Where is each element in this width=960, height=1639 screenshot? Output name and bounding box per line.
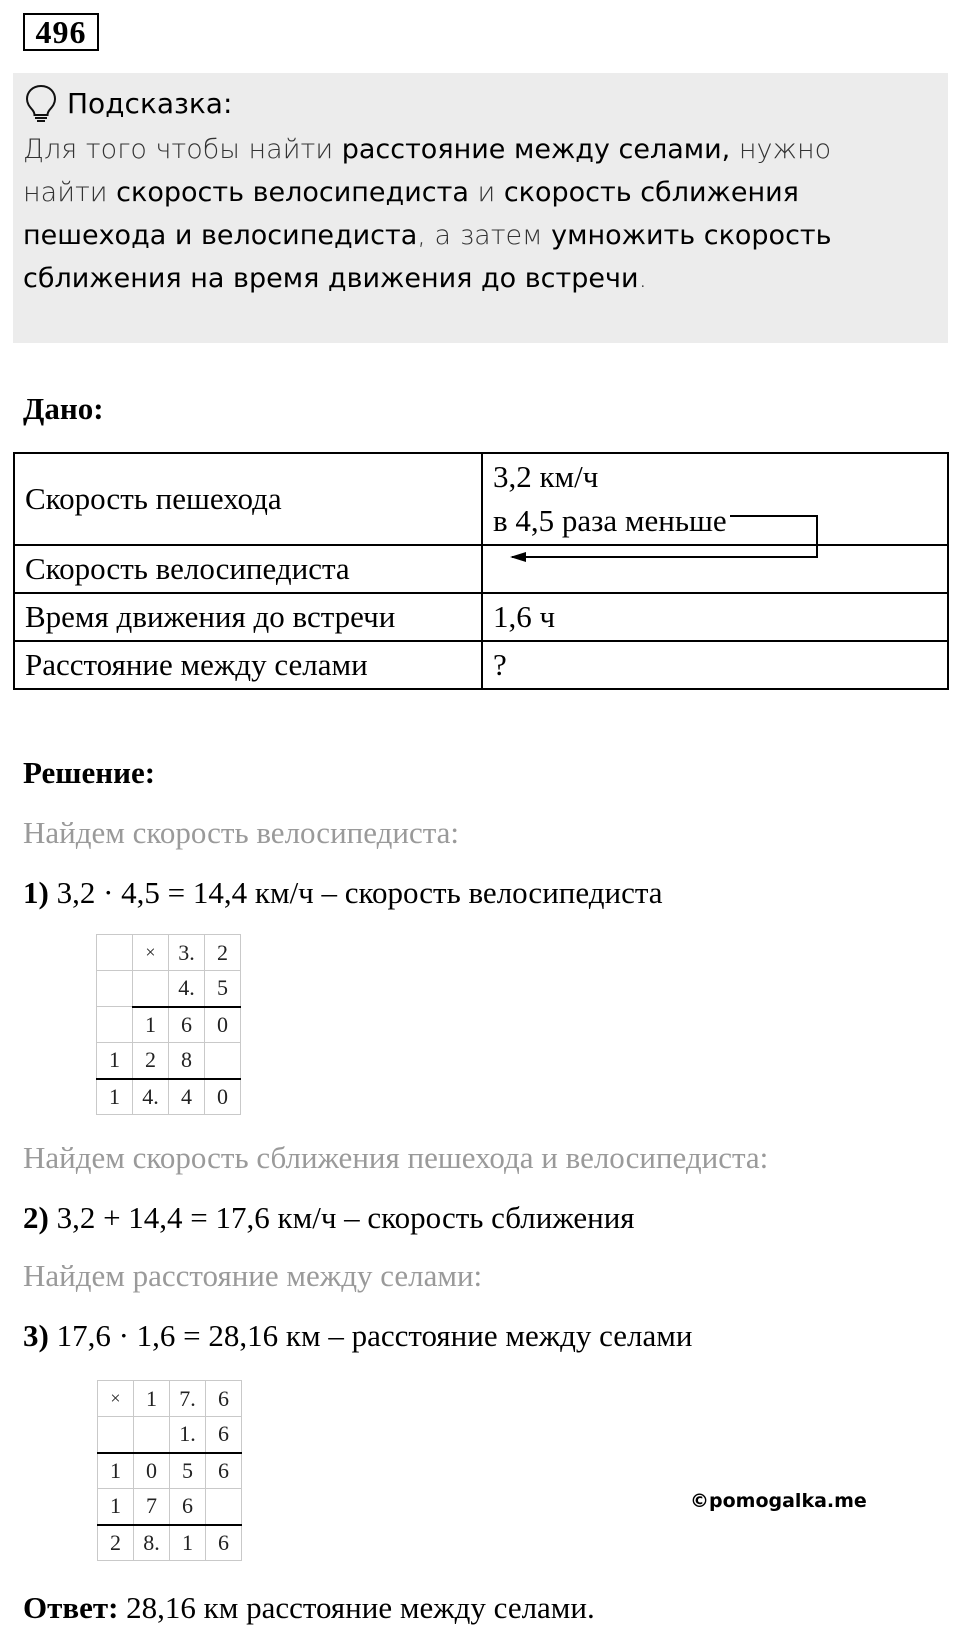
- calc-cell: 1: [98, 1453, 134, 1489]
- step-equation: [23, 1318, 693, 1354]
- table-row: [14, 545, 948, 593]
- calc-cell: 0: [134, 1453, 170, 1489]
- calc-row: [98, 1453, 242, 1489]
- calc-cell: 7.: [170, 1381, 206, 1417]
- calc-cell: [133, 971, 169, 1007]
- hint-text-bold: расстояние между селами,: [341, 134, 731, 165]
- calc-row: [97, 1043, 241, 1079]
- calc-cell: 6: [206, 1381, 242, 1417]
- table-row: [14, 453, 948, 545]
- calc-cell: 1: [97, 1043, 133, 1079]
- given-label: Скорость велосипедиста: [14, 545, 482, 593]
- calc-cell: 6: [206, 1525, 242, 1561]
- calc-cell: 8: [169, 1043, 205, 1079]
- answer-text: 28,16 км расстояние между селами.: [118, 1590, 595, 1625]
- calc-cell: 1: [98, 1489, 134, 1525]
- given-value: [482, 453, 948, 545]
- calc-cell: 1: [134, 1381, 170, 1417]
- calc-cell: 8.: [134, 1525, 170, 1561]
- given-value: 1,6 ч: [482, 593, 948, 641]
- calc-cell: 4: [169, 1079, 205, 1115]
- calc-cell: 0: [205, 1079, 241, 1115]
- given-value: [482, 545, 948, 593]
- hint-text-part: нужно найти: [23, 134, 832, 208]
- hint-text-bold: скорость сближения пешехода и велосипедиста: [23, 177, 799, 251]
- step-equation: [23, 875, 663, 911]
- calc-cell: 1: [170, 1525, 206, 1561]
- hint-text-part: .: [638, 263, 648, 294]
- hint-text-part: , а затем: [417, 220, 552, 251]
- given-table: [13, 452, 949, 690]
- calc-cell: 6: [170, 1489, 206, 1525]
- lightbulb-icon: [23, 83, 59, 123]
- answer: [23, 1590, 595, 1626]
- step-intro: Найдем расстояние между селами:: [23, 1258, 483, 1293]
- calc-row: [97, 971, 241, 1007]
- calc-row: [98, 1525, 242, 1561]
- calc-row: [97, 1079, 241, 1115]
- hint-text-part: и: [468, 177, 504, 208]
- step-number: 2): [23, 1200, 49, 1235]
- calc-row: [97, 1007, 241, 1043]
- calc-cell: 4.: [133, 1079, 169, 1115]
- hint-title: Подсказка:: [67, 86, 233, 120]
- calc-cell: [206, 1489, 242, 1525]
- calc-cell: [97, 971, 133, 1007]
- calc-cell: 5: [205, 971, 241, 1007]
- step-intro: Найдем скорость велосипедиста:: [23, 815, 460, 850]
- step-number: 3): [23, 1318, 49, 1353]
- calc-row: [98, 1489, 242, 1525]
- hint-text: [23, 128, 923, 300]
- calc-cell: 6: [206, 1453, 242, 1489]
- calc-cell: 2: [133, 1043, 169, 1079]
- step-equation: [23, 1200, 635, 1236]
- calc-cell: 5: [170, 1453, 206, 1489]
- calc-row: [98, 1381, 242, 1417]
- task-number: 496: [23, 13, 99, 51]
- calc-cell: 6: [206, 1417, 242, 1453]
- calc-cell: 3.: [169, 935, 205, 971]
- calc-grid-2: [97, 1380, 242, 1561]
- given-label: Время движения до встречи: [14, 593, 482, 641]
- step-text: 17,6 · 1,6 = 28,16 км – расстояние между селами: [48, 1318, 693, 1353]
- calc-cell: 0: [205, 1007, 241, 1043]
- hint-text-part: Для того чтобы найти: [23, 134, 342, 165]
- watermark: ©pomogalka.me: [690, 1490, 867, 1512]
- given-value: ?: [482, 641, 948, 689]
- calc-cell: 1: [97, 1079, 133, 1115]
- step-text: 3,2 + 14,4 = 17,6 км/ч – скорость сближения: [48, 1200, 635, 1235]
- calc-cell: 4.: [169, 971, 205, 1007]
- calc-grid-1: [96, 934, 241, 1115]
- given-label: Скорость пешехода: [14, 453, 482, 545]
- calc-cell: [97, 935, 133, 971]
- answer-label: Ответ:: [23, 1590, 119, 1625]
- calc-cell: ×: [98, 1381, 134, 1417]
- given-value-line: 3,2 км/ч: [493, 459, 599, 494]
- table-row: [14, 641, 948, 689]
- solution-heading: Решение:: [23, 755, 156, 790]
- calc-row: [97, 935, 241, 971]
- hint-box: [13, 73, 948, 343]
- calc-cell: ×: [133, 935, 169, 971]
- calc-cell: 6: [169, 1007, 205, 1043]
- calc-cell: 2: [98, 1525, 134, 1561]
- calc-cell: 1.: [170, 1417, 206, 1453]
- calc-cell: [205, 1043, 241, 1079]
- given-label: Расстояние между селами: [14, 641, 482, 689]
- hint-header: [23, 83, 232, 123]
- step-intro: Найдем скорость сближения пешехода и велосипедиста:: [23, 1140, 769, 1175]
- calc-cell: [134, 1417, 170, 1453]
- calc-cell: 7: [134, 1489, 170, 1525]
- given-value-line: в 4,5 раза меньше: [493, 503, 727, 538]
- calc-row: [98, 1417, 242, 1453]
- calc-cell: 2: [205, 935, 241, 971]
- calc-cell: [98, 1417, 134, 1453]
- hint-text-bold: умножить скорость сближения на время движения до встречи: [23, 220, 832, 294]
- calc-cell: 1: [133, 1007, 169, 1043]
- step-text: 3,2 · 4,5 = 14,4 км/ч – скорость велосипедиста: [48, 875, 663, 910]
- calc-cell: [97, 1007, 133, 1043]
- table-row: [14, 593, 948, 641]
- step-number: 1): [23, 875, 49, 910]
- given-heading: Дано:: [23, 391, 104, 426]
- hint-text-bold: скорость велосипедиста: [116, 177, 469, 208]
